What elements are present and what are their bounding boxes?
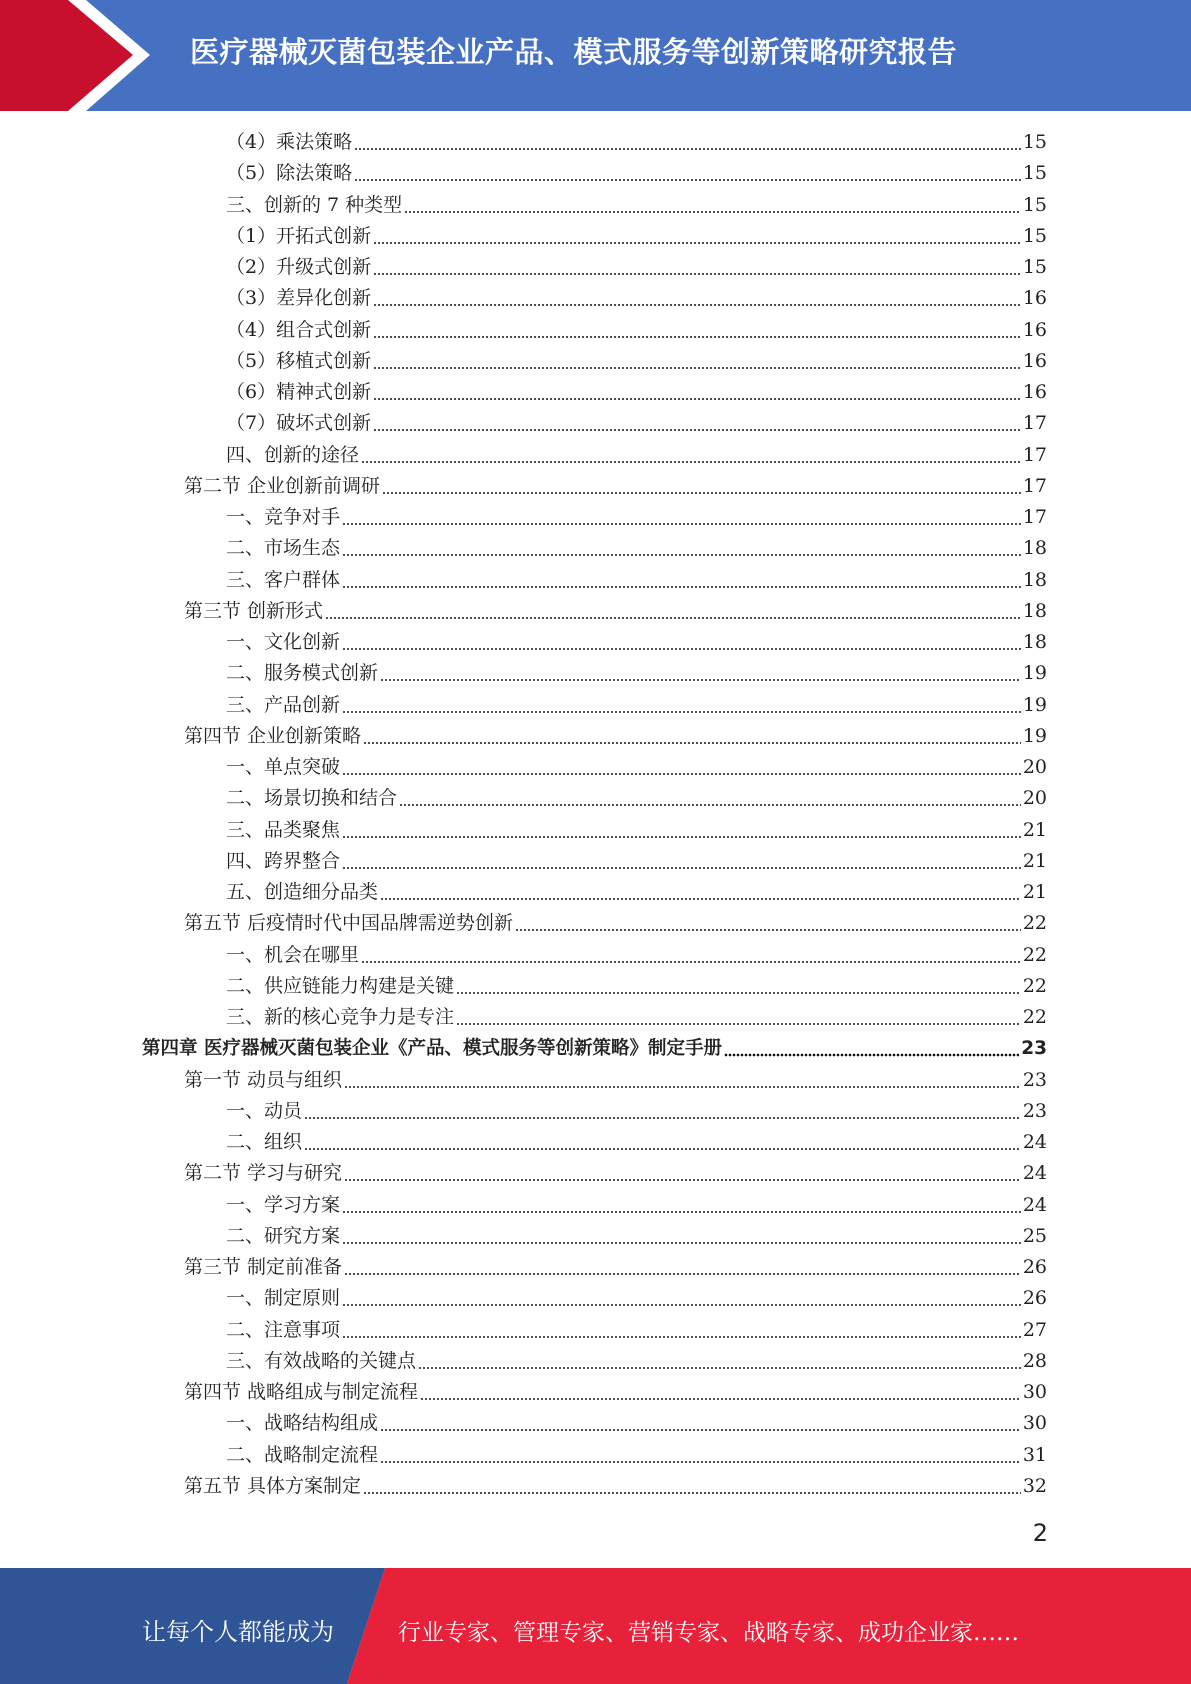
toc-entry[interactable]: [0, 596, 1191, 627]
toc-dot-leader: [304, 1127, 1021, 1158]
toc-entry-title: 一、机会在哪里: [226, 943, 360, 966]
toc-entry-page: 15: [1022, 256, 1047, 278]
toc-dot-leader: [325, 596, 1021, 627]
toc-dot-leader: [373, 377, 1021, 408]
toc-dot-leader: [342, 690, 1021, 721]
toc-entry[interactable]: [0, 627, 1191, 658]
toc-dot-leader: [456, 971, 1021, 1002]
toc-dot-leader: [344, 1252, 1021, 1283]
toc-entry-page: 20: [1022, 787, 1047, 810]
toc-entry-title: （5）移植式创新: [226, 349, 372, 372]
toc-dot-leader: [344, 1158, 1021, 1189]
toc-dot-leader: [342, 1221, 1021, 1252]
toc-dot-leader: [342, 502, 1021, 533]
toc-entry-page: 16: [1022, 349, 1047, 372]
toc-entry[interactable]: [0, 721, 1191, 752]
toc-entry-page: 26: [1022, 1287, 1047, 1310]
toc-entry-page: 18: [1022, 568, 1047, 591]
toc-dot-leader: [342, 815, 1021, 846]
toc-entry-page: 20: [1022, 756, 1047, 778]
toc-entry[interactable]: [0, 127, 1191, 158]
toc-dot-leader: [342, 533, 1021, 564]
toc-entry-page: 15: [1022, 131, 1047, 153]
toc-entry-title: 第五节 具体方案制定: [184, 1474, 362, 1497]
toc-entry-page: 24: [1022, 1131, 1047, 1153]
toc-entry-title: 第一节 动员与组织: [184, 1068, 343, 1091]
toc-entry-title: 第二节 企业创新前调研: [184, 474, 381, 497]
toc-entry-page: 26: [1022, 1256, 1047, 1278]
toc-entry[interactable]: [0, 252, 1191, 283]
toc-entry[interactable]: [0, 565, 1191, 596]
toc-entry-title: 三、创新的 7 种类型: [226, 193, 403, 216]
report-title: 医疗器械灭菌包装企业产品、模式服务等创新策略研究报告: [190, 35, 958, 69]
toc-entry-page: 22: [1022, 943, 1047, 966]
toc-dot-leader: [342, 1315, 1021, 1346]
page-number: 2: [1032, 1519, 1048, 1547]
toc-entry-title: 四、跨界整合: [226, 849, 341, 872]
toc-dot-leader: [373, 221, 1021, 252]
toc-dot-leader: [420, 1377, 1021, 1408]
toc-entry-page: 24: [1022, 1193, 1047, 1216]
toc-entry-title: （4）乘法策略: [226, 131, 353, 153]
toc-entry[interactable]: [0, 1002, 1191, 1033]
toc-entry-page: 22: [1022, 974, 1047, 997]
toc-entry-page: 22: [1022, 1006, 1047, 1028]
toc-entry[interactable]: [0, 1283, 1191, 1314]
toc-entry-page: 16: [1022, 318, 1047, 341]
toc-dot-leader: [373, 408, 1021, 439]
toc-dot-leader: [363, 1471, 1021, 1502]
toc-entry-title: 一、战略结构组成: [226, 1412, 379, 1435]
toc-dot-leader: [342, 565, 1021, 596]
toc-entry[interactable]: [0, 783, 1191, 814]
toc-entry-title: 一、动员: [226, 1099, 303, 1122]
toc-entry-page: 16: [1022, 287, 1047, 310]
toc-entry-page: 28: [1022, 1349, 1047, 1372]
toc-entry[interactable]: [0, 1096, 1191, 1127]
toc-dot-leader: [515, 908, 1021, 939]
toc-entry[interactable]: [0, 1252, 1191, 1283]
toc-dot-leader: [342, 1283, 1021, 1314]
toc-dot-leader: [380, 877, 1021, 908]
toc-entry[interactable]: [0, 1408, 1191, 1439]
toc-dot-leader: [373, 252, 1021, 283]
toc-entry[interactable]: [0, 940, 1191, 971]
toc-entry[interactable]: [0, 846, 1191, 877]
toc-entry[interactable]: [0, 690, 1191, 721]
toc-dot-leader: [380, 1408, 1021, 1439]
toc-entry-page: 15: [1022, 193, 1047, 216]
toc-entry-title: 二、战略制定流程: [226, 1443, 379, 1466]
toc-entry-title: 二、组织: [226, 1131, 303, 1153]
toc-entry-page: 21: [1022, 849, 1047, 872]
toc-entry-title: 第四节 战略组成与制定流程: [184, 1381, 419, 1403]
toc-entry[interactable]: [0, 1346, 1191, 1377]
toc-dot-leader: [399, 783, 1021, 814]
toc-entry-title: 二、研究方案: [226, 1224, 341, 1247]
footer-slogan-left: 让每个人都能成为: [142, 1618, 334, 1646]
toc-entry[interactable]: [0, 752, 1191, 783]
toc-entry[interactable]: [0, 1440, 1191, 1471]
toc-entry[interactable]: [0, 315, 1191, 346]
toc-dot-leader: [373, 346, 1021, 377]
toc-entry-page: 19: [1022, 662, 1047, 685]
toc-entry-page: 31: [1022, 1443, 1047, 1466]
toc-entry[interactable]: [0, 908, 1191, 939]
toc-dot-leader: [361, 440, 1021, 471]
toc-entry[interactable]: [0, 1377, 1191, 1408]
toc-entry-title: 一、制定原则: [226, 1287, 341, 1310]
toc-entry[interactable]: [0, 1315, 1191, 1346]
toc-entry[interactable]: [0, 877, 1191, 908]
toc-entry-page: 21: [1022, 818, 1047, 841]
toc-entry-title: 二、供应链能力构建是关键: [226, 974, 455, 997]
toc-entry-title: 第四节 企业创新策略: [184, 724, 362, 747]
toc-entry[interactable]: [0, 283, 1191, 314]
toc-entry[interactable]: [0, 1033, 1191, 1064]
toc-entry-title: 第三节 制定前准备: [184, 1256, 343, 1278]
toc-dot-leader: [363, 721, 1021, 752]
toc-entry[interactable]: [0, 1127, 1191, 1158]
toc-entry-title: 二、注意事项: [226, 1318, 341, 1341]
toc-entry-title: 四、创新的途径: [226, 443, 360, 466]
toc-entry-title: 三、品类聚焦: [226, 818, 341, 841]
toc-entry[interactable]: [0, 1471, 1191, 1502]
toc-entry-page: 24: [1022, 1162, 1047, 1185]
toc-entry-page: 17: [1022, 443, 1047, 466]
toc-entry[interactable]: [0, 1158, 1191, 1189]
toc-dot-leader: [342, 627, 1021, 658]
toc-entry-title: 一、文化创新: [226, 631, 341, 653]
toc-entry-page: 15: [1022, 162, 1047, 185]
toc-dot-leader: [344, 1065, 1021, 1096]
report-header: [0, 0, 1191, 111]
toc-entry-title: （3）差异化创新: [226, 287, 372, 310]
toc-entry-title: 一、学习方案: [226, 1193, 341, 1216]
toc-entry-page: 23: [1022, 1068, 1047, 1091]
toc-entry[interactable]: [0, 1065, 1191, 1096]
toc-entry-page: 17: [1022, 506, 1047, 528]
toc-entry-title: 一、单点突破: [226, 756, 341, 778]
toc-entry[interactable]: [0, 158, 1191, 189]
toc-entry-title: 三、有效战略的关键点: [226, 1349, 417, 1372]
toc-entry-title: 五、创造细分品类: [226, 881, 379, 903]
toc-entry[interactable]: [0, 190, 1191, 221]
toc-dot-leader: [382, 471, 1021, 502]
toc-dot-leader: [342, 1190, 1021, 1221]
toc-dot-leader: [380, 1440, 1021, 1471]
toc-entry-page: 30: [1022, 1412, 1047, 1435]
toc-entry[interactable]: [0, 502, 1191, 533]
toc-dot-leader: [456, 1002, 1021, 1033]
toc-entry[interactable]: [0, 815, 1191, 846]
toc-entry[interactable]: [0, 377, 1191, 408]
toc-dot-leader: [304, 1096, 1021, 1127]
toc-entry-page: 22: [1022, 912, 1047, 935]
toc-entry-title: 三、产品创新: [226, 693, 341, 716]
toc-entry-title: （1）开拓式创新: [226, 224, 372, 247]
toc-entry[interactable]: [0, 1221, 1191, 1252]
toc-entry-page: 25: [1022, 1224, 1047, 1247]
toc-entry[interactable]: [0, 221, 1191, 252]
toc-dot-leader: [404, 190, 1021, 221]
toc-entry-title: （7）破坏式创新: [226, 412, 372, 435]
toc-entry[interactable]: [0, 471, 1191, 502]
toc-entry-title: （6）精神式创新: [226, 381, 372, 403]
toc-entry-page: 21: [1022, 881, 1047, 903]
toc-dot-leader: [724, 1033, 1019, 1064]
table-of-contents: [0, 127, 1191, 1502]
toc-entry-page: 17: [1022, 474, 1047, 497]
toc-entry-page: 19: [1022, 724, 1047, 747]
toc-entry-title: 二、场景切换和结合: [226, 787, 398, 810]
toc-entry-page: 17: [1022, 412, 1047, 435]
toc-entry[interactable]: [0, 971, 1191, 1002]
toc-entry[interactable]: [0, 440, 1191, 471]
toc-entry-page: 18: [1022, 631, 1047, 653]
toc-entry-page: 30: [1022, 1381, 1047, 1403]
toc-entry-page: 19: [1022, 693, 1047, 716]
toc-entry-title: 第四章 医疗器械灭菌包装企业《产品、模式服务等创新策略》制定手册: [142, 1038, 722, 1060]
toc-entry-title: 二、市场生态: [226, 537, 341, 560]
toc-dot-leader: [354, 158, 1021, 189]
toc-entry[interactable]: [0, 1190, 1191, 1221]
toc-entry[interactable]: [0, 533, 1191, 564]
report-footer: [0, 1568, 1191, 1684]
toc-entry-page: 18: [1022, 599, 1047, 622]
toc-entry-title: 三、新的核心竞争力是专注: [226, 1006, 455, 1028]
toc-entry-title: （4）组合式创新: [226, 318, 372, 341]
toc-entry-title: （5）除法策略: [226, 162, 353, 185]
toc-entry[interactable]: [0, 658, 1191, 689]
toc-entry-page: 32: [1022, 1474, 1047, 1497]
toc-entry-title: 二、服务模式创新: [226, 662, 379, 685]
toc-entry-page: 16: [1022, 381, 1047, 403]
toc-entry-title: （2）升级式创新: [226, 256, 372, 278]
toc-dot-leader: [373, 315, 1021, 346]
toc-entry-page: 15: [1022, 224, 1047, 247]
toc-dot-leader: [342, 752, 1021, 783]
toc-dot-leader: [342, 846, 1021, 877]
toc-entry-title: 第五节 后疫情时代中国品牌需逆势创新: [184, 912, 514, 935]
toc-dot-leader: [418, 1346, 1021, 1377]
toc-entry-page: 18: [1022, 537, 1047, 560]
toc-entry-page: 27: [1022, 1318, 1047, 1341]
toc-entry-title: 第二节 学习与研究: [184, 1162, 343, 1185]
toc-dot-leader: [380, 658, 1021, 689]
footer-slogan-right: 行业专家、管理专家、营销专家、战略专家、成功企业家……: [398, 1620, 1019, 1646]
toc-entry-title: 一、竞争对手: [226, 506, 341, 528]
toc-entry-page: 23: [1022, 1099, 1047, 1122]
toc-entry[interactable]: [0, 408, 1191, 439]
header-chevron-decoration: [0, 0, 150, 111]
toc-entry-page: 23: [1021, 1038, 1047, 1060]
toc-entry-title: 第三节 创新形式: [184, 599, 324, 622]
toc-dot-leader: [354, 127, 1021, 158]
toc-entry-title: 三、客户群体: [226, 568, 341, 591]
toc-dot-leader: [361, 940, 1021, 971]
toc-entry[interactable]: [0, 346, 1191, 377]
toc-dot-leader: [373, 283, 1021, 314]
